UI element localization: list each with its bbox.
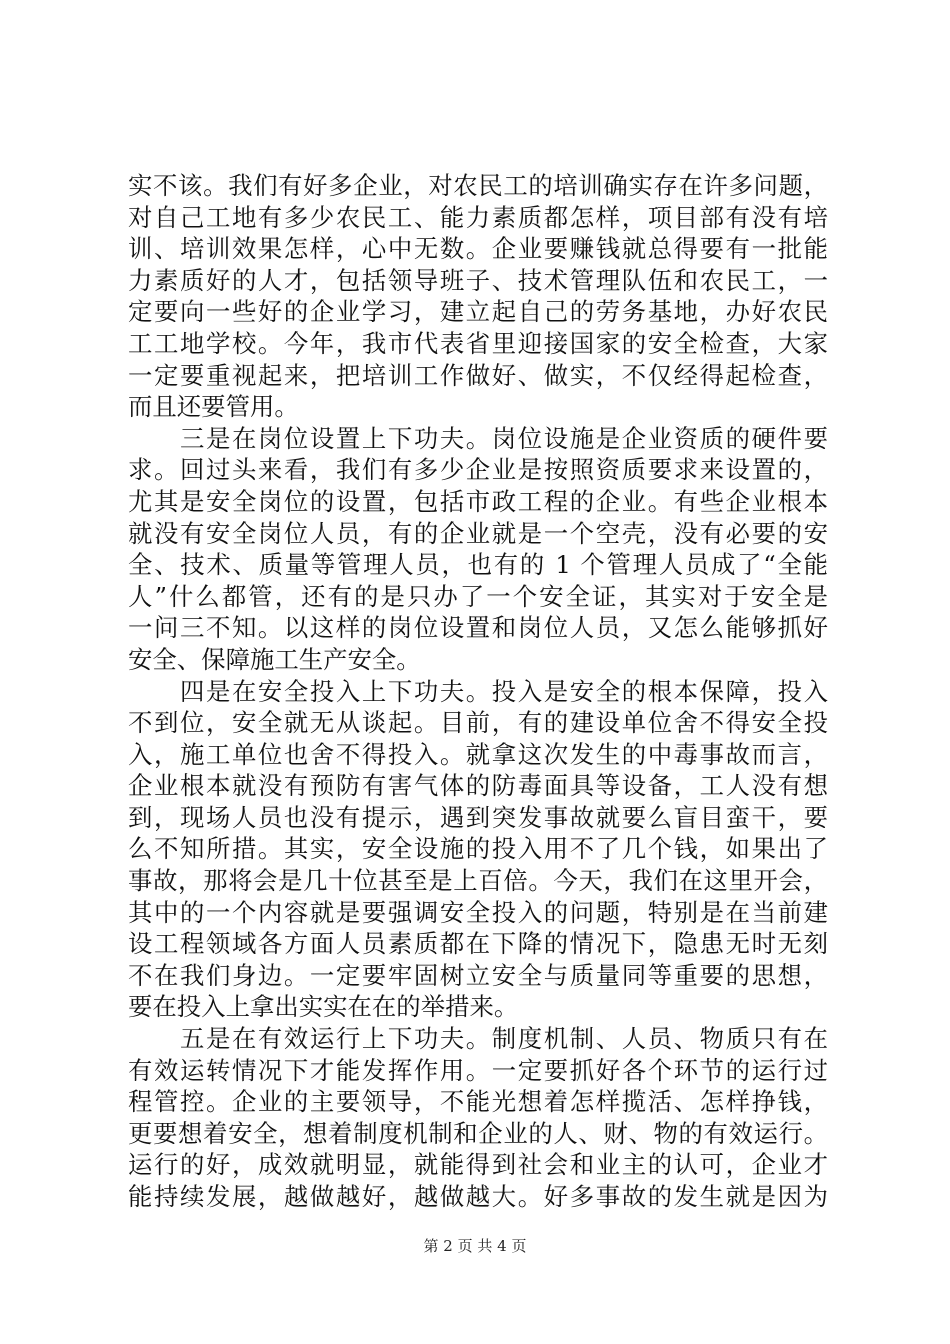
paragraph-start-line: 三是在岗位设置上下功夫。岗位设施是企业资质的硬件要 bbox=[128, 423, 828, 453]
text-line: 而且还要管用。 bbox=[128, 392, 299, 422]
paragraph-start-line: 五是在有效运行上下功夫。制度机制、人员、物质只有在 bbox=[128, 1024, 828, 1054]
text-line: 企业根本就没有预防有害气体的防毒面具等设备，工人没有想 bbox=[128, 771, 828, 801]
text-line: 要在投入上拿出实实在在的举措来。 bbox=[128, 992, 519, 1022]
text-line: 不到位，安全就无从谈起。目前，有的建设单位舍不得安全投 bbox=[128, 708, 828, 738]
text-line: 设工程领域各方面人员素质都在下降的情况下，隐患无时无刻 bbox=[128, 929, 828, 959]
text-line: 其中的一个内容就是要强调安全投入的问题，特别是在当前建 bbox=[128, 897, 828, 927]
text-line: 不在我们身边。一定要牢固树立安全与质量同等重要的思想， bbox=[128, 960, 828, 990]
text-line: 人”什么都管，还有的是只办了一个安全证，其实对于安全是 bbox=[128, 581, 828, 611]
text-line: 入，施工单位也舍不得投入。就拿这次发生的中毒事故而言， bbox=[128, 739, 828, 769]
text-line: 训、培训效果怎样，心中无数。企业要赚钱就总得要有一批能 bbox=[128, 234, 828, 264]
text-line: 力素质好的人才，包括领导班子、技术管理队伍和农民工，一 bbox=[128, 265, 828, 295]
text-line: 安全、保障施工生产安全。 bbox=[128, 644, 421, 674]
text-line: 运行的好，成效就明显，就能得到社会和业主的认可，企业才 bbox=[128, 1150, 828, 1180]
text-line: 程管控。企业的主要领导，不能光想着怎样揽活、怎样挣钱， bbox=[128, 1087, 828, 1117]
text-line: 尤其是安全岗位的设置，包括市政工程的企业。有些企业根本 bbox=[128, 486, 828, 516]
text-line: 定要向一些好的企业学习，建立起自己的劳务基地，办好农民 bbox=[128, 297, 828, 327]
text-line: 求。回过头来看，我们有多少企业是按照资质要求来设置的， bbox=[128, 455, 828, 485]
text-line: 么不知所措。其实，安全设施的投入用不了几个钱，如果出了 bbox=[128, 834, 828, 864]
text-line: 全、技术、质量等管理人员，也有的 1 个管理人员成了“全能 bbox=[128, 550, 828, 580]
text-line: 工工地学校。今年，我市代表省里迎接国家的安全检查，大家 bbox=[128, 328, 828, 358]
text-line: 就没有安全岗位人员，有的企业就是一个空壳，没有必要的安 bbox=[128, 518, 828, 548]
page-footer: 第 2 页 共 4 页 bbox=[423, 1237, 527, 1255]
body-text bbox=[128, 170, 828, 1213]
text-line: 能持续发展，越做越好，越做越大。好多事故的发生就是因为 bbox=[128, 1182, 828, 1211]
text-line: 对自己工地有多少农民工、能力素质都怎样，项目部有没有培 bbox=[128, 202, 828, 232]
paragraph-start-line: 四是在安全投入上下功夫。投入是安全的根本保障，投入 bbox=[128, 676, 828, 706]
text-line: 到，现场人员也没有提示，遇到突发事故就要么盲目蛮干，要 bbox=[128, 802, 828, 832]
text-line: 一问三不知。以这样的岗位设置和岗位人员，又怎么能够抓好 bbox=[128, 613, 828, 643]
text-line: 实不该。我们有好多企业，对农民工的培训确实存在许多问题， bbox=[128, 171, 828, 200]
text-line: 一定要重视起来，把培训工作做好、做实，不仅经得起检查， bbox=[128, 360, 828, 390]
text-line: 更要想着安全，想着制度机制和企业的人、财、物的有效运行。 bbox=[128, 1118, 828, 1148]
text-line: 有效运转情况下才能发挥作用。一定要抓好各个环节的运行过 bbox=[128, 1055, 828, 1085]
text-line: 事故，那将会是几十位甚至是上百倍。今天，我们在这里开会， bbox=[128, 866, 828, 896]
